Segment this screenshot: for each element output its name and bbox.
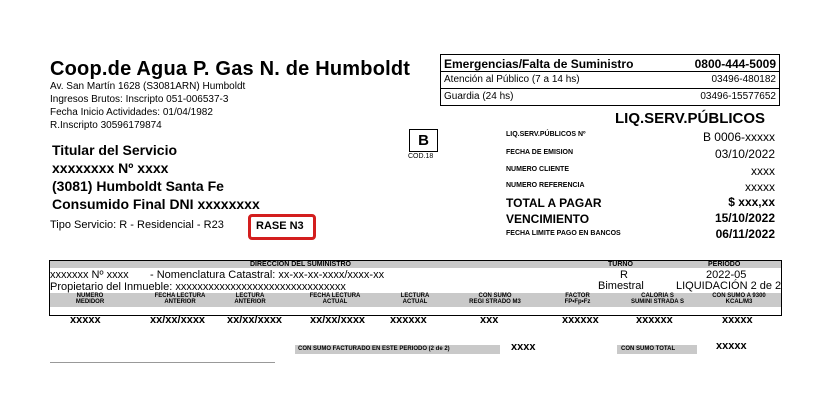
divider bbox=[441, 71, 779, 72]
col-header-calorias: CALORIA S SUMINI STRADA S bbox=[630, 293, 685, 305]
guardia-phone: 03496-15577652 bbox=[700, 91, 776, 102]
consumo-total-label: CON SUMO TOTAL bbox=[621, 346, 676, 352]
atencion-phone: 03496-480182 bbox=[711, 74, 776, 85]
guardia-label: Guardia (24 hs) bbox=[444, 91, 514, 102]
limite-value: 06/11/2022 bbox=[715, 227, 775, 241]
dir-header: DIRECCION DEL SUMINISTRO bbox=[250, 261, 351, 268]
consumo-facturado-label: CON SUMO FACTURADO EN ESTE PERIODO (2 de 2) bbox=[298, 346, 450, 352]
vencimiento-label: VENCIMIENTO bbox=[506, 212, 590, 226]
cliente-value: xxxx bbox=[751, 164, 775, 178]
propietario: Propietario del Inmueble: xxxxxxxxxxxxxxxxxxxxxxxxxxxxxxx bbox=[50, 281, 346, 293]
company-name: Coop.de Agua P. Gas N. de Humboldt bbox=[50, 58, 411, 80]
cell-fecha-actual: xx/xx/xxxx bbox=[310, 314, 366, 326]
cell-lectura-anterior: xx/xx/xxxx bbox=[227, 314, 283, 326]
col-header-consumo-9300: CON SUMO A 9300 KCAL/M3 bbox=[712, 293, 766, 305]
cell-factor: xxxxxx bbox=[562, 314, 599, 326]
rase-highlight bbox=[248, 214, 316, 240]
col-header-lectura-actual: LECTURA ACTUAL bbox=[400, 293, 430, 305]
footer-divider bbox=[50, 362, 275, 363]
customer-name: xxxxxxxx Nº xxxx bbox=[52, 160, 169, 176]
invoice-letter-box: B bbox=[409, 129, 438, 152]
ingresos-brutos: Ingresos Brutos: Inscripto 051-006537-3 bbox=[50, 94, 229, 105]
vencimiento-value: 15/10/2022 bbox=[714, 211, 775, 225]
service-type: Tipo Servicio: R - Residencial - R23 bbox=[50, 219, 224, 231]
customer-dni: Consumido Final DNI xxxxxxxx bbox=[52, 196, 260, 212]
limite-label: FECHA LIMITE PAGO EN BANCOS bbox=[506, 230, 621, 237]
col-header-medidor: NUMERO MEDIDOR bbox=[75, 293, 105, 305]
titular-label: Titular del Servicio bbox=[52, 142, 178, 158]
cell-consumo-registrado: xxx bbox=[480, 314, 499, 326]
periodo-header: PERIODO bbox=[708, 261, 741, 268]
liq-number-label: LIQ.SERV.PÚBLICOS Nº bbox=[506, 131, 586, 138]
emergency-title: Emergencias/Falta de Suministro bbox=[444, 57, 634, 71]
customer-city: (3081) Humboldt Santa Fe bbox=[52, 178, 224, 194]
referencia-value: xxxxx bbox=[745, 180, 775, 194]
atencion-row bbox=[444, 74, 776, 85]
r-inscripto: R.Inscripto 30596179874 bbox=[50, 120, 162, 131]
supply-table bbox=[49, 260, 782, 316]
invoice-code: COD.18 bbox=[408, 153, 434, 160]
guardia-row bbox=[444, 91, 776, 102]
total-value: $ xxx,xx bbox=[728, 195, 775, 209]
supply-header-bar bbox=[50, 261, 781, 268]
document-type-title: LIQ.SERV.PÚBLICOS bbox=[615, 110, 766, 127]
cell-consumo-9300: xxxxx bbox=[722, 314, 753, 326]
liquidacion: LIQUIDACIÓN 2 de 2 bbox=[676, 280, 782, 292]
liq-number-value: B 0006-xxxxx bbox=[702, 130, 775, 144]
col-header-fecha-actual: FECHA LECTURA ACTUAL bbox=[309, 293, 361, 305]
inicio-actividades: Fecha Inicio Actividades: 01/04/1982 bbox=[50, 107, 213, 118]
periodo-value: 2022-05 bbox=[706, 269, 747, 281]
col-header-lectura-anterior: LECTURA ANTERIOR bbox=[234, 293, 266, 305]
referencia-label: NUMERO REFERENCIA bbox=[506, 182, 585, 189]
cliente-label: NUMERO CLIENTE bbox=[506, 166, 569, 173]
turno-header: TURNO bbox=[608, 261, 633, 268]
nomenclatura: - Nomenclatura Catastral: xx-xx-xx-xxxx/xxxx-xx bbox=[150, 269, 385, 281]
cell-lectura-actual: xxxxxx bbox=[390, 314, 427, 326]
bimestral: Bimestral bbox=[598, 280, 644, 292]
total-label: TOTAL A PAGAR bbox=[506, 196, 602, 210]
emergency-row bbox=[444, 57, 776, 71]
emision-label: FECHA DE EMISION bbox=[506, 149, 574, 156]
turno-value: R bbox=[620, 269, 628, 281]
cell-medidor: xxxxx bbox=[70, 314, 101, 326]
col-header-consumo-registrado: CON SUMO REGI STRADO M3 bbox=[469, 293, 521, 305]
cell-fecha-anterior: xx/xx/xxxx bbox=[150, 314, 206, 326]
supply-address: xxxxxxx Nº xxxx bbox=[50, 269, 129, 281]
atencion-label: Atención al Público (7 a 14 hs) bbox=[444, 74, 580, 85]
col-header-factor: FACTOR FP•Fp•Fz bbox=[564, 293, 591, 305]
company-address: Av. San Martín 1628 (S3081ARN) Humboldt bbox=[50, 81, 246, 92]
divider bbox=[441, 88, 779, 89]
emergency-phone: 0800-444-5009 bbox=[694, 57, 776, 71]
col-header-fecha-anterior: FECHA LECTURA ANTERIOR bbox=[154, 293, 206, 305]
cell-calorias: xxxxxx bbox=[636, 314, 673, 326]
consumo-total-value: xxxxx bbox=[716, 340, 747, 352]
emergency-box bbox=[440, 54, 780, 106]
emision-value: 03/10/2022 bbox=[714, 147, 775, 161]
rase-label: RASE N3 bbox=[256, 220, 304, 232]
consumo-facturado-value: xxxx bbox=[511, 341, 536, 353]
